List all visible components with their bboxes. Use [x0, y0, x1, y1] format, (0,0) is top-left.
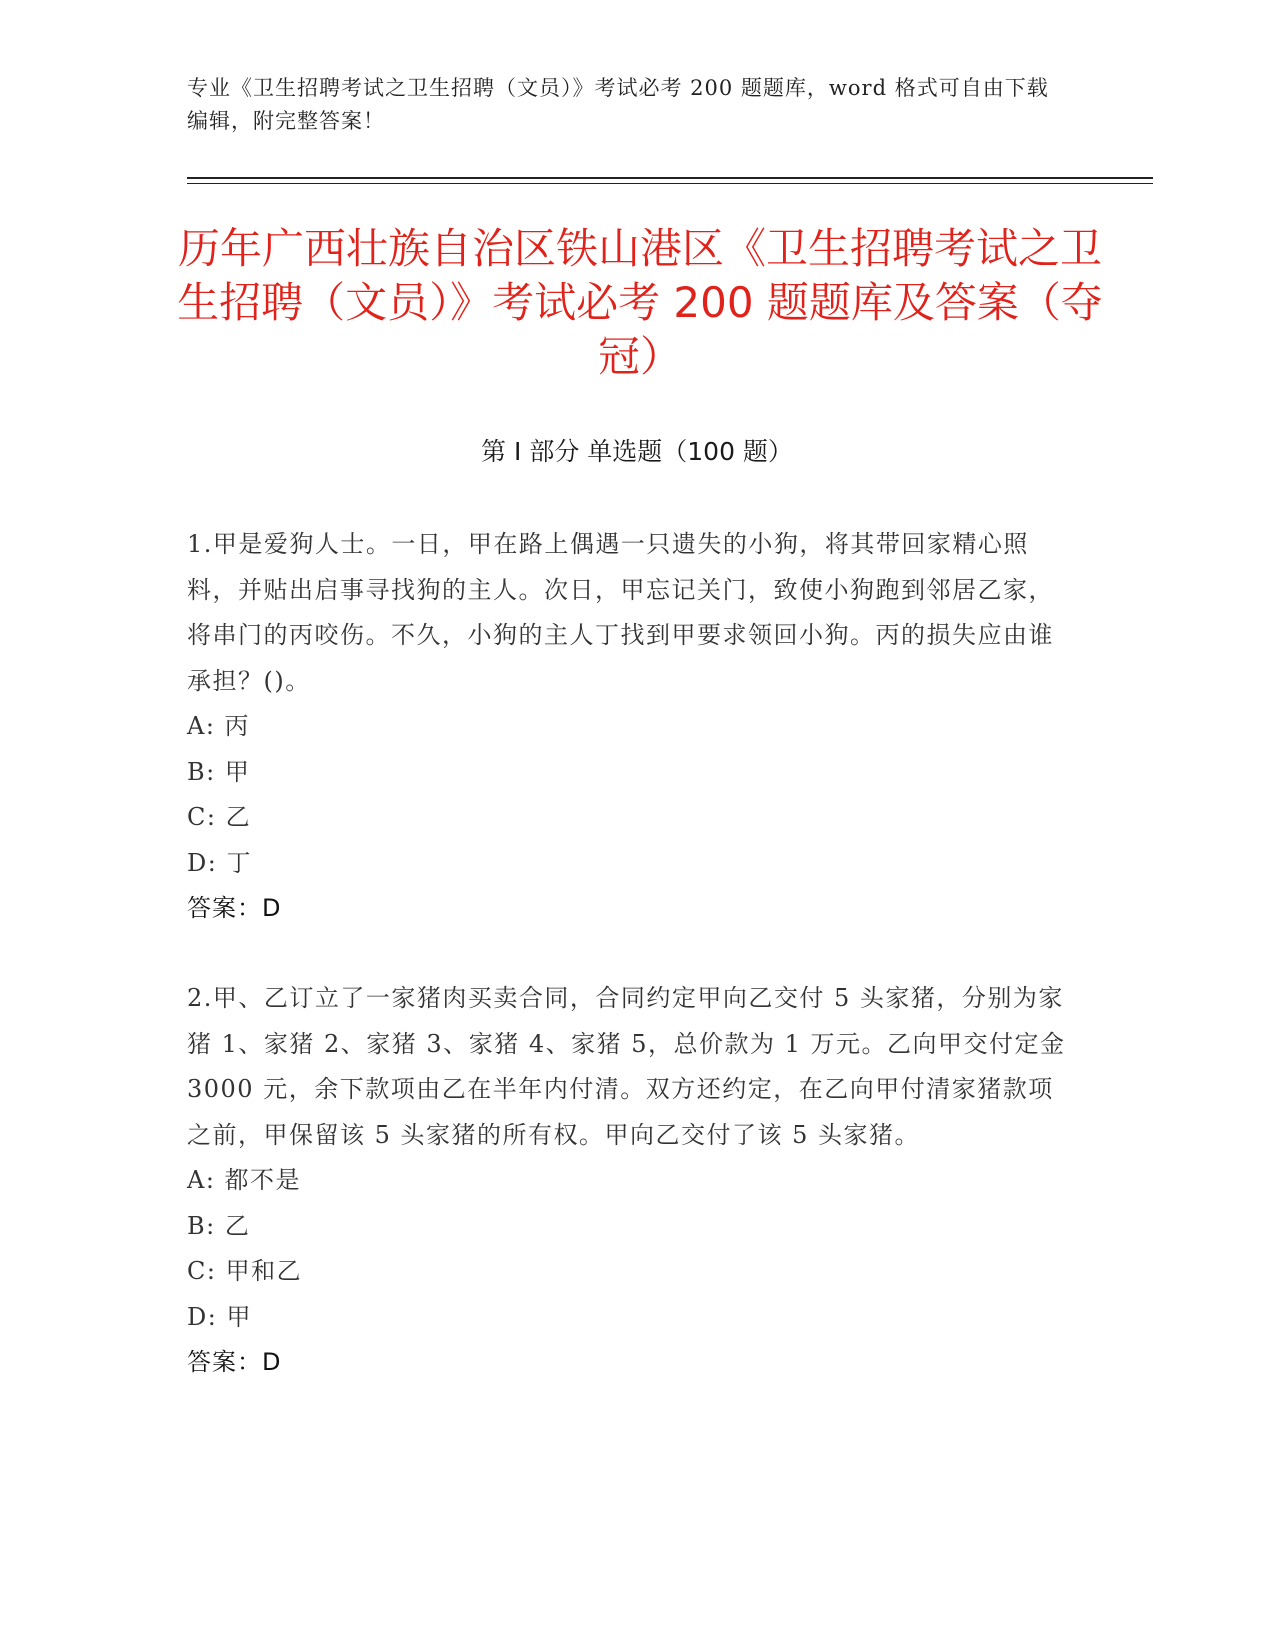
question-stem: 2.甲、乙订立了一家猪肉买卖合同，合同约定甲向乙交付 5 头家猪，分别为家猪 1、家猪 2、家猪 3、家猪 4、家猪 5，总价款为 1 万元。乙向甲交付定金 3000 元，余下款项由乙在半年内付清。双方还约定，在乙向甲付清家猪款项之前，甲保留该 5 头家猪的所有权。甲向乙交付了该 5 头家猪。: [187, 984, 1066, 1149]
question-stem: 1.甲是爱狗人士。一日，甲在路上偶遇一只遗失的小狗，将其带回家精心照料，并贴出启事寻找狗的主人。次日，甲忘记关门，致使小狗跑到邻居乙家，将串门的丙咬伤。不久，小狗的主人丁找到甲要求领回小狗。丙的损失应由谁承担？()。: [187, 530, 1054, 695]
document-title: 历年广西壮族自治区铁山港区《卫生招聘考试之卫生招聘（文员）》考试必考 200 题题库及答案（夺冠）: [177, 224, 1103, 381]
option-d: D: 甲: [187, 1302, 252, 1331]
option-b: B: 甲: [187, 757, 251, 786]
option-c: C: 甲和乙: [187, 1257, 303, 1285]
section-heading: 第 I 部分 单选题（100 题）: [481, 437, 793, 466]
option-c: C: 乙: [187, 803, 252, 831]
option-d: D: 丁: [187, 848, 252, 877]
answer-line: 答案：D: [187, 894, 282, 922]
option-a: A: 都不是: [187, 1166, 302, 1194]
option-b: B: 乙: [187, 1211, 251, 1240]
option-a: A: 丙: [187, 712, 251, 740]
header-divider-thick: [187, 177, 1153, 179]
question-2: [187, 976, 1077, 1386]
answer-line: 答案：D: [187, 1348, 282, 1376]
question-1: [187, 522, 1077, 932]
header-divider-thin: [187, 183, 1153, 184]
header-note: 专业《卫生招聘考试之卫生招聘（文员）》考试必考 200 题题库，word 格式可自由下载编辑，附完整答案！: [187, 76, 1049, 133]
